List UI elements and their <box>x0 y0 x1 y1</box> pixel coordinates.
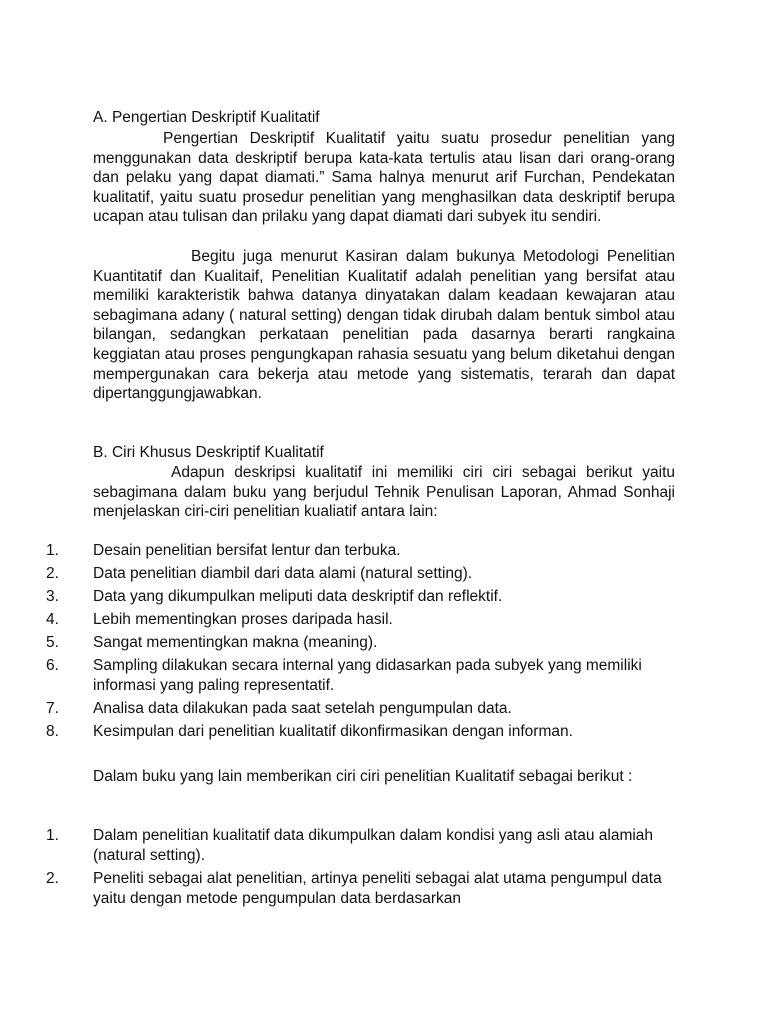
list-item-text: Data penelitian diambil dari data alami (natural setting). <box>93 565 473 582</box>
list-item-text: Peneliti sebagai alat penelitian, artinya peneliti sebagai alat utama pengumpul data yaitu dengan metode pengumpulan data berdasarkan <box>93 870 662 907</box>
list-item-text: Sampling dilakukan secara internal yang didasarkan pada subyek yang memiliki informasi yang paling representatif. <box>93 657 642 694</box>
list-item <box>0 826 675 866</box>
list-item-text: Analisa data dilakukan pada saat setelah pengumpulan data. <box>93 700 512 717</box>
characteristics-list-1 <box>0 541 768 745</box>
list-item <box>0 869 675 909</box>
list-item-text: Data yang dikumpulkan meliputi data deskriptif dan reflektif. <box>93 588 503 605</box>
list-item <box>0 699 675 719</box>
list-item-text: Desain penelitian bersifat lentur dan terbuka. <box>93 542 401 559</box>
section-b-heading: B. Ciri Khusus Deskriptif Kualitatif <box>93 444 324 461</box>
list-item-number: 2. <box>46 565 59 582</box>
list-item <box>0 633 675 653</box>
list-item-number: 4. <box>46 611 59 628</box>
other-book-intro: Dalam buku yang lain memberikan ciri ciri penelitian Kualitatif sebagai berikut : <box>93 768 633 785</box>
list-item <box>0 656 675 696</box>
section-a-paragraph-1: Pengertian Deskriptif Kualitatif yaitu suatu prosedur penelitian yang menggunakan data deskriptif berupa kata-kata tertulis atau lisan dari orang-orang dan pelaku yang dapat diamati.” Sama halnya menurut arif Furchan, Pendekatan kualitatif, yaitu suatu prosedur penelitian yang menghasilkan data deskriptif berupa ucapan atau tulisan dan prilaku yang dapat diamati dari subyek itu sendiri. <box>93 130 675 226</box>
list-item-number: 2. <box>46 870 59 887</box>
characteristics-list-2 <box>0 826 768 912</box>
section-a-paragraph-2: Begitu juga menurut Kasiran dalam bukunya Metodologi Penelitian Kuantitatif dan Kualitaif, Penelitian Kualitatif adalah penelitian yang bersifat atau memiliki karakteristik bahwa datanya dinyatakan dalam keadaan kewajaran atau sebagimana adany ( natural setting) dengan tidak dirubah dalam bentuk simbol atau bilangan, sedangkan perkataan penelitian pada dasarnya berarti rangkaina keggiatan atau proses pengungkapan rahasia sesuatu yang belum diketahui dengan mempergunakan cara bekerja atau metode yang sistematis, terarah dan dapat dipertanggungjawabkan. <box>93 248 675 403</box>
list-item-number: 8. <box>46 723 59 740</box>
list-item-number: 1. <box>46 827 59 844</box>
section-a-heading: A. Pengertian Deskriptif Kualitatif <box>93 109 320 126</box>
list-item-number: 1. <box>46 542 59 559</box>
list-item-number: 6. <box>46 657 59 674</box>
list-item <box>0 587 675 607</box>
list-item <box>0 564 675 584</box>
list-item-number: 3. <box>46 588 59 605</box>
list-item-text: Dalam penelitian kualitatif data dikumpulkan dalam kondisi yang asli atau alamiah (natural setting). <box>93 827 654 864</box>
list-item <box>0 541 675 561</box>
list-item <box>0 722 675 742</box>
list-item-number: 7. <box>46 700 59 717</box>
list-item-number: 5. <box>46 634 59 651</box>
list-item-text: Sangat mementingkan makna (meaning). <box>93 634 378 651</box>
list-item-text: Kesimpulan dari penelitian kualitatif dikonfirmasikan dengan informan. <box>93 723 573 740</box>
list-item-text: Lebih mementingkan proses daripada hasil. <box>93 611 393 628</box>
list-item <box>0 610 675 630</box>
section-b-intro: Adapun deskripsi kualitatif ini memiliki ciri ciri sebagai berikut yaitu sebagimana dalam buku yang berjudul Tehnik Penulisan Laporan, Ahmad Sonhaji menjelaskan ciri-ciri penelitian kualiatif antara lain: <box>93 464 675 521</box>
